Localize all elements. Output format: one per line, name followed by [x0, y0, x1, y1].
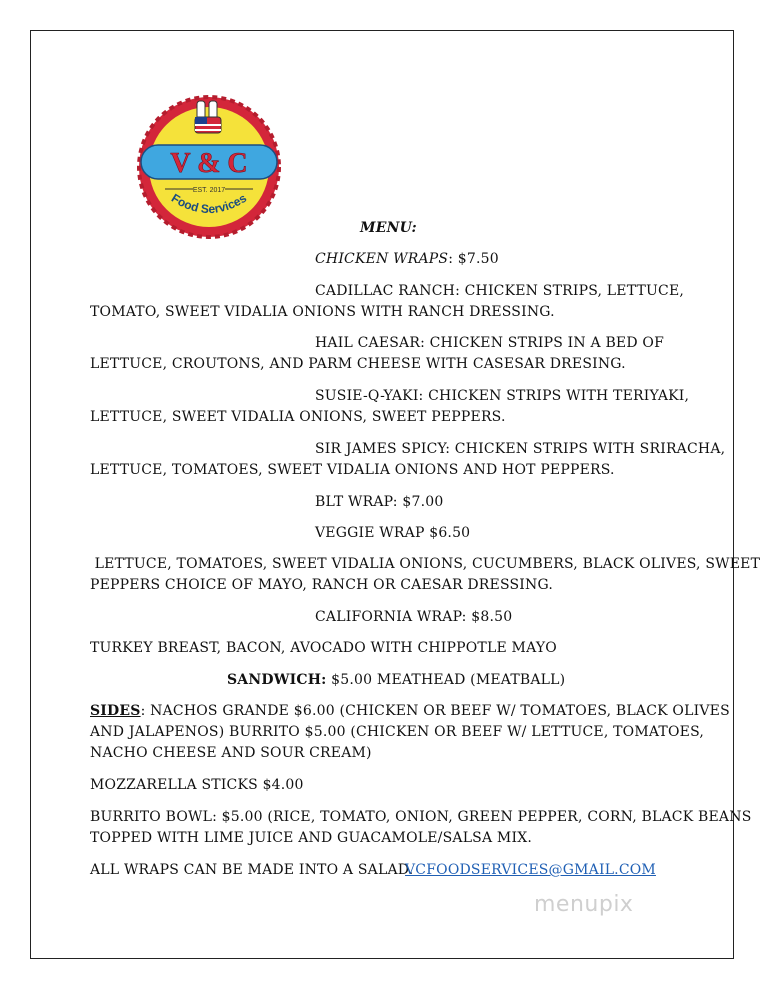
- james-line2: LETTUCE, TOMATOES, SWEET VIDALIA ONIONS AND HOT PEPPERS.: [90, 462, 615, 478]
- california-desc: TURKEY BREAST, BACON, AVOCADO WITH CHIPPOTLE MAYO: [90, 640, 557, 656]
- susie-line1: SUSIE-Q-YAKI: CHICKEN STRIPS WITH TERIYAKI,: [315, 388, 690, 404]
- susie-line2: LETTUCE, SWEET VIDALIA ONIONS, SWEET PEPPERS.: [90, 409, 506, 425]
- veggie-desc-line1: LETTUCE, TOMATOES, SWEET VIDALIA ONIONS, CUCUMBERS, BLACK OLIVES, SWEET: [90, 556, 761, 572]
- menupix-watermark: menupix: [534, 892, 634, 917]
- sides-line2: AND JALAPENOS) BURRITO $5.00 (CHICKEN OR BEEF W/ LETTUCE, TOMATOES,: [90, 724, 705, 740]
- mozzarella-sticks: MOZZARELLA STICKS $4.00: [90, 777, 304, 793]
- logo-est: EST. 2017: [192, 187, 226, 194]
- sides-text: : NACHOS GRANDE $6.00 (CHICKEN OR BEEF W/ TOMATOES, BLACK OLIVES: [140, 703, 730, 719]
- chicken-wraps-price: : $7.50: [448, 251, 499, 267]
- cadillac-line1: CADILLAC RANCH: CHICKEN STRIPS, LETTUCE,: [315, 283, 685, 299]
- veggie-wrap: VEGGIE WRAP $6.50: [315, 525, 471, 541]
- cadillac-line2: TOMATO, SWEET VIDALIA ONIONS WITH RANCH DRESSING.: [90, 304, 555, 320]
- sandwich-label: SANDWICH:: [227, 672, 327, 688]
- menu-heading: MENU:: [360, 220, 417, 236]
- email-link[interactable]: VCFOODSERVICES@GMAIL.COM: [405, 862, 656, 878]
- burrito-bowl-line1: BURRITO BOWL: $5.00 (RICE, TOMATO, ONION, GREEN PEPPER, CORN, BLACK BEANS: [90, 809, 752, 825]
- sandwich-line: [227, 670, 565, 691]
- sides-label: SIDES: [90, 703, 141, 719]
- burrito-bowl-line2: TOPPED WITH LIME JUICE AND GUACAMOLE/SALSA MIX.: [90, 830, 533, 846]
- sides-line1: [90, 701, 730, 722]
- blt-wrap: BLT WRAP: $7.00: [315, 494, 444, 510]
- caesar-line2: LETTUCE, CROUTONS, AND PARM CHEESE WITH CASESAR DRESING.: [90, 356, 626, 372]
- chicken-wraps-label: CHICKEN WRAPS: [315, 251, 449, 267]
- veggie-desc-line2: PEPPERS CHOICE OF MAYO, RANCH OR CAESAR DRESSING.: [90, 577, 554, 593]
- caesar-line1: HAIL CAESAR: CHICKEN STRIPS IN A BED OF: [315, 335, 665, 351]
- sides-line3: NACHO CHEESE AND SOUR CREAM): [90, 745, 372, 761]
- logo-tagline: Food Services: [168, 190, 250, 217]
- logo-name: V & C: [170, 148, 248, 179]
- chicken-wraps-header: [315, 249, 499, 270]
- california-wrap: CALIFORNIA WRAP: $8.50: [315, 609, 513, 625]
- salad-note: ALL WRAPS CAN BE MADE INTO A SALAD.: [90, 862, 414, 878]
- james-line1: SIR JAMES SPICY: CHICKEN STRIPS WITH SRIRACHA,: [315, 441, 726, 457]
- vc-food-services-logo: [135, 93, 283, 241]
- sandwich-text: $5.00 MEATHEAD (MEATBALL): [326, 672, 566, 688]
